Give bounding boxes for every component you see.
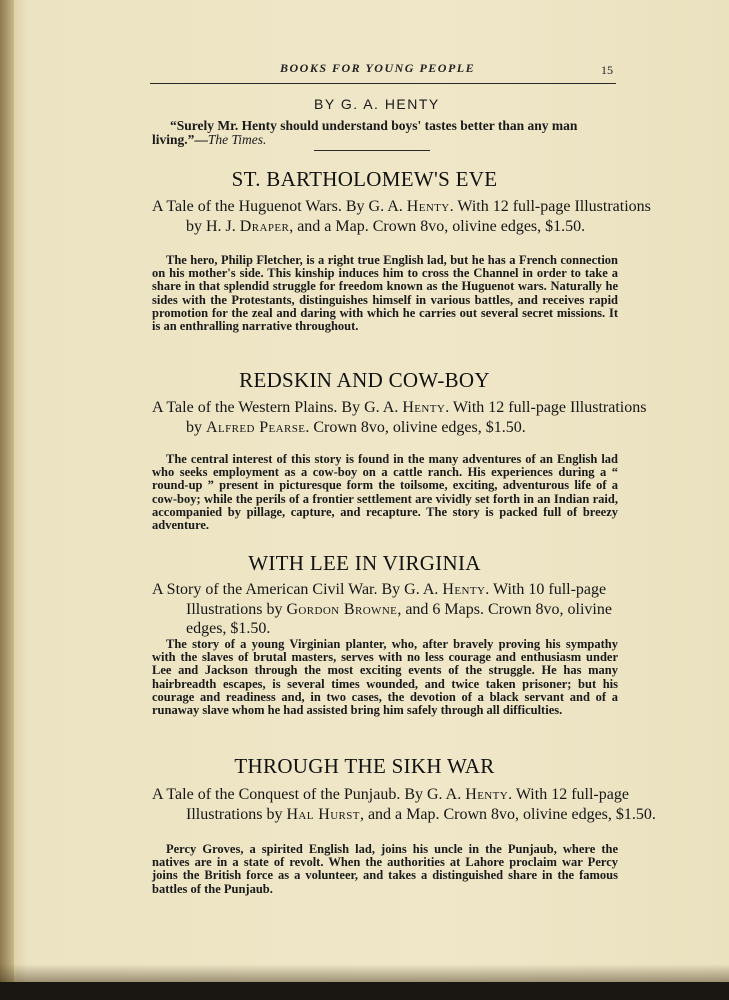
book-title: THROUGH THE SIKH WAR (234, 754, 495, 778)
page-edge-shadow (0, 964, 729, 982)
header-rule (150, 83, 616, 84)
book-lead: A Story of the American Civil War. By G. A. Henty. With 10 full-page Illustrations by Gordon Browne, and 6 Maps. Crown 8vo, olivine edges, $1.50. (152, 581, 612, 637)
press-quote (152, 119, 618, 147)
book-description: Percy Groves, a spirited English lad, joins his uncle in the Punjaub, where the natives are in a state of revolt. When the authorities at Lahore proclaim war Percy joins the British force as a volunteer, and takes a distinguished share in the famous battles of the Punjaub. (152, 842, 618, 896)
book-description: The central interest of this story is found in the many adventures of an English lad who seeks employment as a cow-boy on a cattle ranch. His experiences during a “ round-up ” present in picturesque form the toilsome, exciting, adventurous life of a cow-boy; while the perils of a frontier settlement are vividly set forth in an Indian raid, accompanied by pillage, capture, and recapture. The story is packed full of breezy adventure. (152, 452, 618, 533)
quote-text: “Surely Mr. Henty should understand boys' tastes better than any man living.”— (152, 118, 578, 147)
running-head: BOOKS FOR YOUNG PEOPLE (280, 61, 476, 75)
book-lead: A Tale of the Western Plains. By G. A. Henty. With 12 full-page Illustrations by Alfred Pearse. Crown 8vo, olivine edges, $1.50. (152, 399, 647, 436)
page-number: 15 (601, 63, 613, 77)
book-lead: A Tale of the Huguenot Wars. By G. A. Henty. With 12 full-page Illustrations by H. J. Draper, and a Map. Crown 8vo, olivine edges, $1.50. (152, 198, 651, 235)
binding-gutter (0, 0, 14, 982)
quote-source: The Times. (207, 132, 267, 147)
book-title: REDSKIN AND COW-BOY (239, 368, 490, 392)
author-byline: BY G. A. HENTY (314, 96, 440, 112)
book-title: WITH LEE IN VIRGINIA (248, 551, 481, 575)
section-rule (314, 150, 430, 151)
book-description: The story of a young Virginian planter, who, after bravely proving his sympathy with the slaves of brutal masters, serves with no less courage and enthusiasm under Lee and Jackson through the most exciting events of the struggle. He has many hairbreadth escapes, is several times wounded, and twice taken prisoner; but his courage and readiness and, in two cases, the devotion of a black servant and of a runaway slave whom he had assisted bring him safely through all difficulties. (152, 637, 618, 718)
book-title: ST. BARTHOLOMEW'S EVE (231, 167, 498, 191)
book-description: The hero, Philip Fletcher, is a right true English lad, but he has a French connection on his mother's side. This kinship induces him to cross the Channel in order to take a share in that splendid struggle for freedom known as the Huguenot wars. Naturally he sides with the Protestants, distinguishes himself in various battles, and receives rapid promotion for the zeal and daring with which he carries out several secret missions. It is an enthralling narrative throughout. (152, 253, 618, 334)
book-lead: A Tale of the Conquest of the Punjaub. By G. A. Henty. With 12 full-page Illustrations by Hal Hurst, and a Map. Crown 8vo, olivine edges, $1.50. (152, 786, 656, 823)
